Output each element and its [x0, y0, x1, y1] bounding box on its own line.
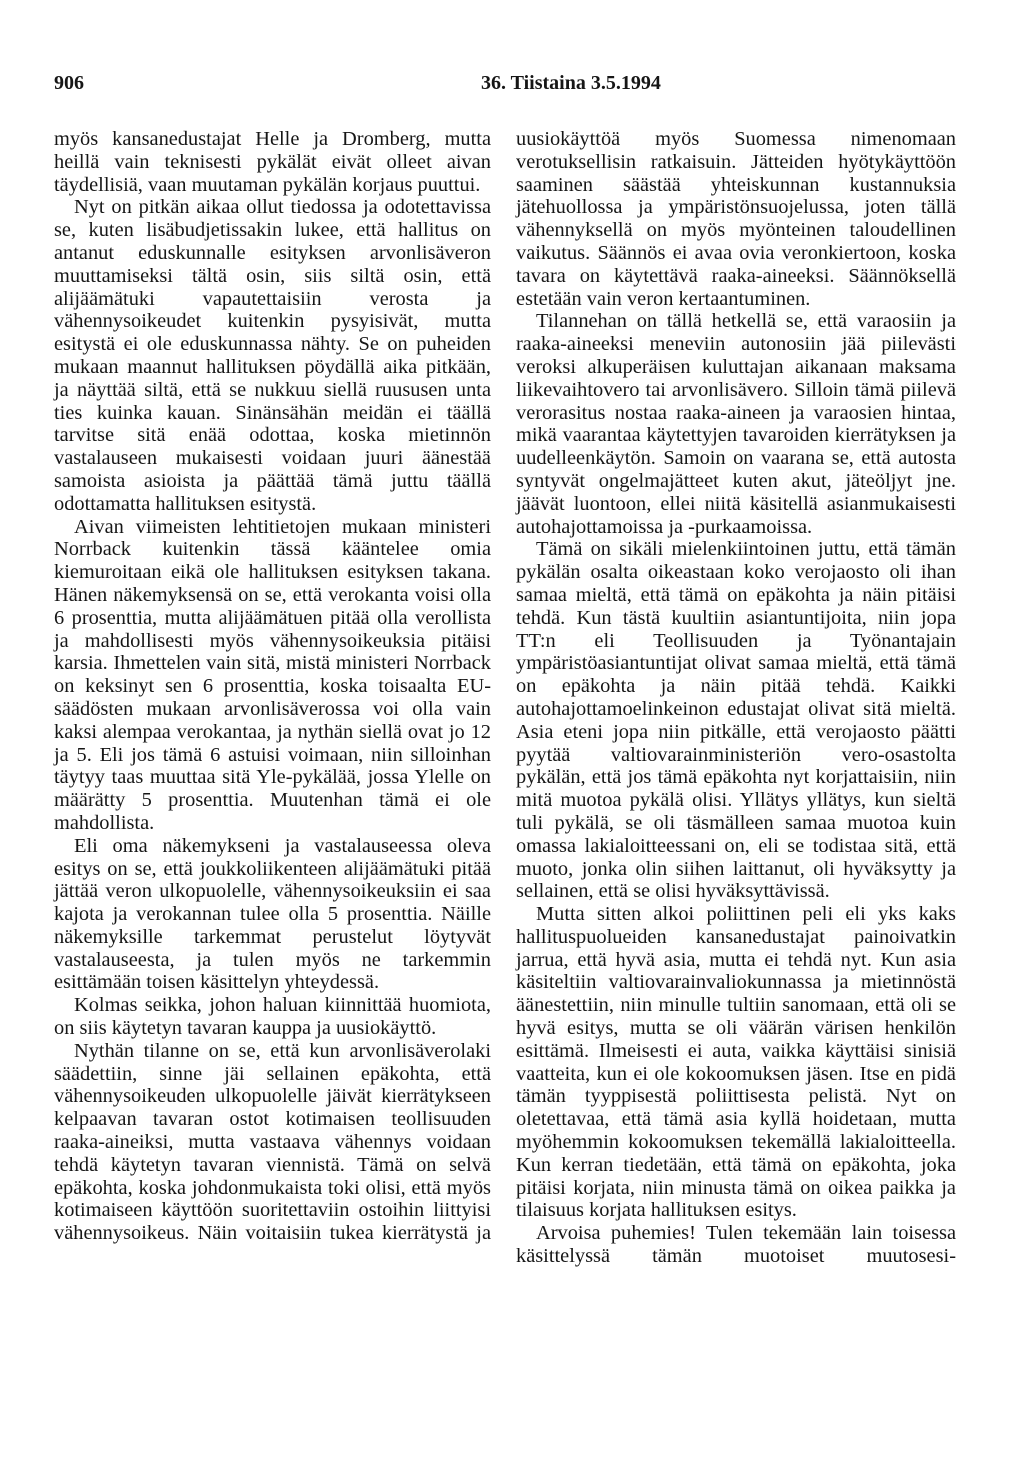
- paragraph: Mutta sitten alkoi poliittinen peli eli yks kaks hallituspuolueiden kansanedustajat painoivatkin jarrua, että hyvä asia, mutta ei tehdä nyt. Kun asia käsiteltiin valtiovarainvaliokunnassa ja mietinnöstä äänestettiin, niin minulle tultiin sanomaan, että oli se hyvä esitys, mutta se oli väärän värisen henkilön esittämä. Ilmeisesti ei auta, vaikka käyttäisi sinisiä vaatteita, kun ei ole kokoomuksen jäsen. Itse en pidä tämän tyyppisestä poliittisesta pelistä. Nyt on oletettavaa, että tämä asia kyllä hoidetaan, mutta myöhemmin kokoomuksen tekemällä lakialoitteella. Kun kerran tiedetään, että tämä on epäkohta, joka pitäisi korjata, niin minusta tämä on oikea paikka ja tilaisuus korjata hallituksen esitys.: [516, 903, 956, 1222]
- paragraph: myös kansanedustajat Helle ja Dromberg, mutta heillä vain teknisesti pykälät eivät olleet aivan täydellisiä, vaan muutaman pykälän korjaus puuttui.: [54, 128, 491, 196]
- paragraph: Tilannehan on tällä hetkellä se, että varaosiin ja raaka-aineeksi meneviin autonosiin jää piilevästi veroksi alkuperäisen kuluttajan aikanaan maksama liikevaihtovero tai arvonlisävero. Silloin tämä piilevä verorasitus nostaa raaka-aineen ja varaosien hintaa, mikä vaarantaa käytettyjen tavaroiden kierrätyksen ja uudelleenkäytön. Samoin on vaarana se, että autosta syntyvät ongelmajätteet kuten akut, jäteöljyt jne. jäävät luontoon, ellei niitä käsitellä asianmukaisesti autohajottamoissa ja -purkaamoissa.: [516, 310, 956, 538]
- paragraph: Nyt on pitkän aikaa ollut tiedossa ja odotettavissa se, kuten lisäbudjetissakin lukee, että hallitus on antanut eduskunnalle esityksen arvonlisäveron muuttamiseksi tältä osin, siis siltä osin, että alijäämätuki vapautettaisiin verosta ja vähennysoikeudet kuitenkin pysyisivät, mutta esitystä ei ole eduskunnassa nähty. Se on puheiden mukaan maannut hallituksen pöydällä aika pitkään, ja näyttää siltä, että se nukkuu siellä ruususen unta ties kuinka kauan. Sinänsähän meidän ei täällä tarvitse sitä enää odottaa, koska mietinnön vastalauseen mukaisesti voidaan juuri äänestää samoista asioista ja päättää tämä juttu täällä odottamatta hallituksen esitystä.: [54, 196, 491, 515]
- left-column: [54, 128, 491, 1245]
- page-header: [54, 72, 969, 100]
- page-number: 906: [54, 72, 84, 94]
- issue-date: 36. Tiistaina 3.5.1994: [481, 72, 661, 94]
- paragraph: Aivan viimeisten lehtitietojen mukaan ministeri Norrback kuitenkin tässä kääntelee omia kiemuroitaan eikä ole hallituksen esityksen takana. Hänen näkemyksensä on se, että verokanta voisi olla 6 prosenttia, mutta alijäämätuen pitää olla verollista ja mahdollisesti myös vähennysoikeuksia pitäisi karsia. Ihmettelen vain sitä, mistä ministeri Norrback on keksinyt sen 6 prosenttia, koska toisaalta EU-säädösten mukaan arvonlisäverossa voi olla vain kaksi alempaa verokantaa, ja nythän siellä ovat jo 12 ja 5. Eli jos tämä 6 astuisi voimaan, niin silloinhan täytyy taas muuttaa sitä Yle-pykälää, jossa Ylelle on määrätty 5 prosenttia. Muutenhan tämä ei ole mahdollista.: [54, 515, 491, 834]
- right-column: [516, 128, 956, 1268]
- paragraph: Eli oma näkemykseni ja vastalauseessa oleva esitys on se, että joukkoliikenteen alijäämätuki pitää jättää veron ulkopuolelle, vähennysoikeuksiin ei saa kajota ja verokannan tulee olla 5 prosenttia. Näille näkemyksille tarkemmat perustelut löytyvät vastalauseesta, ja tulen myös ne tarkemmin esittämään toisen käsittelyn yhteydessä.: [54, 834, 491, 994]
- paragraph: uusiokäyttöä myös Suomessa nimenomaan verotuksellisin ratkaisuin. Jätteiden hyötykäyttöön saaminen säästää yhteiskunnan kustannuksia jätehuollossa ja ympäristönsuojelussa, joten tällä vähennyksellä on myös myönteinen taloudellinen vaikutus. Säännös ei avaa ovia veronkiertoon, koska tavara on käytettävä raaka-aineeksi. Säännöksellä estetään vain veron kertaantuminen.: [516, 128, 956, 310]
- paragraph: Tämä on sikäli mielenkiintoinen juttu, että tämän pykälän osalta oikeastaan koko verojaosto oli ihan samaa mieltä, että tämä on epäkohta ja näin pitäisi tehdä. Kun tästä kuultiin asiantuntijoita, niin jopa TT:n eli Teollisuuden ja Työnantajain ympäristöasiantuntijat olivat samaa mieltä, että tämä on epäkohta ja näin pitää tehdä. Kaikki autohajottamoelinkeinon edustajat olivat sitä mieltä. Asia eteni jopa niin pitkälle, että verojaosto päätti pyytää valtiovarainministeriön vero-osastolta pykälän, että jos tämä epäkohta nyt korjattaisiin, niin mitä muotoa pykälä olisi. Yllätys yllätys, kun sieltä tuli pykälä, se oli täsmälleen samaa muotoa kuin omassa lakialoitteessani on, eli se todistaa sitä, että muoto, jonka olin siihen laittanut, oli hyväksytty ja sellainen, että se olisi hyväksyttävissä.: [516, 538, 956, 903]
- paragraph: Nythän tilanne on se, että kun arvonlisäverolaki säädettiin, sinne jäi sellainen epäkohta, että vähennysoikeuden ulkopuolelle jäivät kierrätykseen kelpaavan tavaran ostot kotimaisen teollisuuden raaka-aineiksi, mutta vastaava vähennys voidaan tehdä käytetyn tavaran viennistä. Tämä on selvä epäkohta, koska johdonmukaista toki olisi, että myös kotimaiseen käyttöön suoritettaviin ostoihin liittyisi vähennysoikeus. Näin voitaisiin tukea kierrätystä ja: [54, 1039, 491, 1245]
- paragraph: Kolmas seikka, johon haluan kiinnittää huomiota, on siis käytetyn tavaran kauppa ja uusiokäyttö.: [54, 994, 491, 1040]
- paragraph: Arvoisa puhemies! Tulen tekemään lain toisessa käsittelyssä tämän muotoiset muutosesi-: [516, 1222, 956, 1268]
